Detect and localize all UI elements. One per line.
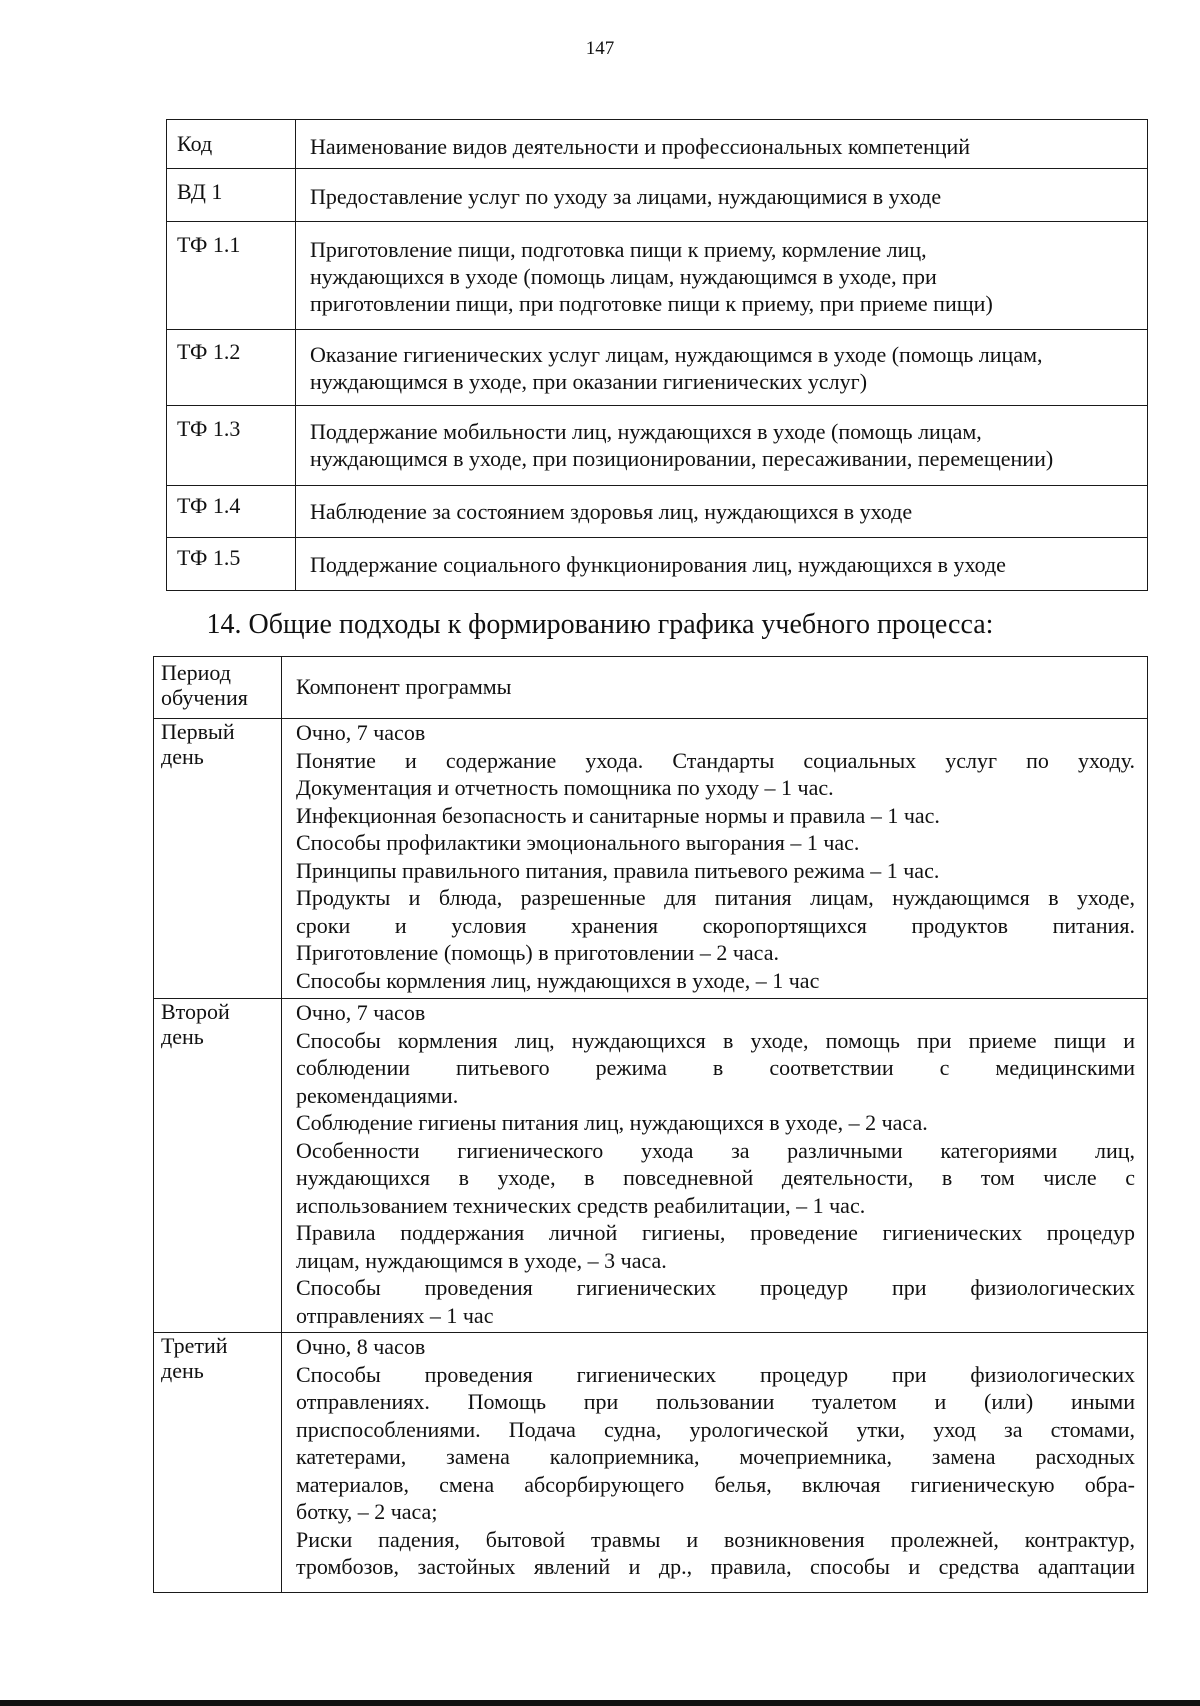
content-cell: [282, 1333, 1148, 1593]
text-line: соблюдении питьевого режима в соответствии с медицинскими: [296, 1055, 1135, 1080]
section-heading: 14. Общие подходы к формированию графика учебного процесса:: [206, 609, 994, 640]
content-cell: [282, 999, 1148, 1333]
text-line: нуждающимся в уходе, при позиционировании, пересаживании, перемещении): [310, 446, 1054, 471]
text-line: Очно, 7 часов: [296, 720, 426, 745]
text-line: нуждающихся в уходе, в повседневной деятельности, в том числе с: [296, 1165, 1135, 1190]
text-line: Приготовление пищи, подготовка пищи к приему, кормление лиц,: [310, 237, 927, 262]
text-line: Инфекционная безопасность и санитарные нормы и правила – 1 час.: [296, 802, 940, 828]
table-row: [167, 486, 1148, 538]
name-cell: [296, 406, 1148, 486]
name-cell: [296, 486, 1148, 538]
text-line: тромбозов, застойных явлений и др., правила, способы и средства адаптации: [296, 1554, 1135, 1579]
text-line: Предоставление услуг по уходу за лицами, нуждающимися в уходе: [310, 184, 942, 209]
table-row-day-2: [154, 999, 1148, 1333]
period-header-line: Период: [161, 660, 231, 685]
content-cell: [282, 719, 1148, 999]
text-line: Очно, 8 часов: [296, 1334, 426, 1359]
text-line: катетерами, замена калоприемника, мочеприемника, замена расходных: [296, 1444, 1135, 1469]
period-line: день: [161, 1358, 204, 1383]
name-cell: [296, 538, 1148, 591]
period-cell: [154, 719, 282, 999]
name-cell: [296, 330, 1148, 406]
table-header-row: [167, 120, 1148, 169]
text-line: Способы проведения гигиенических процедур при физиологических: [296, 1361, 1135, 1387]
table-row-day-3: [154, 1333, 1148, 1593]
table-row: [167, 330, 1148, 406]
period-line: день: [161, 744, 204, 769]
period-header-line: обучения: [161, 685, 248, 710]
text-line: Способы профилактики эмоционального выгорания – 1 час.: [296, 830, 860, 855]
name-header: Наименование видов деятельности и профессиональных компетенций: [296, 120, 1148, 169]
text-line: приготовлении пищи, при подготовке пищи к приему, при приеме пищи): [310, 291, 993, 316]
table-row-day-1: [154, 719, 1148, 999]
period-line: Второй: [161, 999, 230, 1024]
text-line: приспособлениями. Подача судна, урологической утки, уход за стомами,: [296, 1416, 1135, 1442]
text-line: Способы кормления лиц, нуждающихся в уходе, помощь при приеме пищи и: [296, 1027, 1135, 1053]
code-cell: ТФ 1.2: [167, 330, 296, 406]
text-line: Продукты и блюда, разрешенные для питания лицам, нуждающимся в уходе,: [296, 885, 1135, 910]
text-line: Поддержание мобильности лиц, нуждающихся в уходе (помощь лицам,: [310, 419, 982, 444]
table-row: [167, 406, 1148, 486]
table-row: [167, 222, 1148, 330]
period-cell: [154, 999, 282, 1333]
text-line: рекомендациями.: [296, 1082, 459, 1108]
text-line: Поддержание социального функционирования лиц, нуждающихся в уходе: [310, 552, 1006, 577]
period-line: Первый: [161, 719, 235, 744]
code-cell: ТФ 1.3: [167, 406, 296, 486]
code-header: Код: [167, 120, 296, 169]
text-line: Соблюдение гигиены питания лиц, нуждающихся в уходе, – 2 часа.: [296, 1110, 928, 1135]
text-line: Наблюдение за состоянием здоровья лиц, нуждающихся в уходе: [310, 499, 913, 524]
period-cell: [154, 1333, 282, 1593]
text-line: отправлениях – 1 час: [296, 1302, 494, 1328]
text-line: Приготовление (помощь) в приготовлении – 2 часа.: [296, 940, 779, 965]
name-cell: [296, 169, 1148, 222]
code-cell: ТФ 1.4: [167, 486, 296, 538]
text-line: Очно, 7 часов: [296, 1000, 426, 1025]
text-line: Документация и отчетность помощника по уходу – 1 час.: [296, 775, 834, 800]
text-line: Особенности гигиенического ухода за различными категориями лиц,: [296, 1137, 1135, 1163]
name-cell: [296, 222, 1148, 330]
code-cell: ВД 1: [167, 169, 296, 222]
table-row: [167, 538, 1148, 591]
code-cell: ТФ 1.5: [167, 538, 296, 591]
text-line: использованием технических средств реабилитации, – 1 час.: [296, 1192, 866, 1218]
text-line: лицам, нуждающимся в уходе, – 3 часа.: [296, 1247, 667, 1273]
text-line: нуждающихся в уходе (помощь лицам, нуждающимся в уходе, при: [310, 264, 937, 289]
text-line: Понятие и содержание ухода. Стандарты социальных услуг по уходу.: [296, 747, 1135, 773]
competency-table: [166, 119, 1148, 591]
code-cell: ТФ 1.1: [167, 222, 296, 330]
table-header-row: [154, 657, 1148, 719]
scan-edge-rule: [0, 1700, 1200, 1706]
text-line: нуждающимся в уходе, при оказании гигиенических услуг): [310, 369, 868, 394]
page-number: 147: [585, 38, 615, 59]
period-line: день: [161, 1024, 204, 1049]
text-line: Способы кормления лиц, нуждающихся в уходе, – 1 час: [296, 967, 820, 993]
period-line: Третий: [161, 1333, 228, 1358]
component-header: Компонент программы: [282, 657, 1148, 719]
text-line: Риски падения, бытовой травмы и возникновения пролежней, контрактур,: [296, 1526, 1135, 1552]
text-line: материалов, смена абсорбирующего белья, включая гигиеническую обра-: [296, 1471, 1135, 1497]
text-line: Способы проведения гигиенических процедур при физиологических: [296, 1275, 1135, 1300]
period-header: [154, 657, 282, 719]
text-line: сроки и условия хранения скоропортящихся продуктов питания.: [296, 912, 1135, 938]
text-line: отправлениях. Помощь при пользовании туалетом и (или) иными: [296, 1389, 1135, 1414]
text-line: ботку, – 2 часа;: [296, 1499, 438, 1524]
text-line: Правила поддержания личной гигиены, проведение гигиенических процедур: [296, 1220, 1135, 1245]
text-line: Оказание гигиенических услуг лицам, нуждающимся в уходе (помощь лицам,: [310, 342, 1043, 367]
text-line: Принципы правильного питания, правила питьевого режима – 1 час.: [296, 857, 940, 883]
schedule-table: [153, 656, 1148, 1593]
table-row: [167, 169, 1148, 222]
